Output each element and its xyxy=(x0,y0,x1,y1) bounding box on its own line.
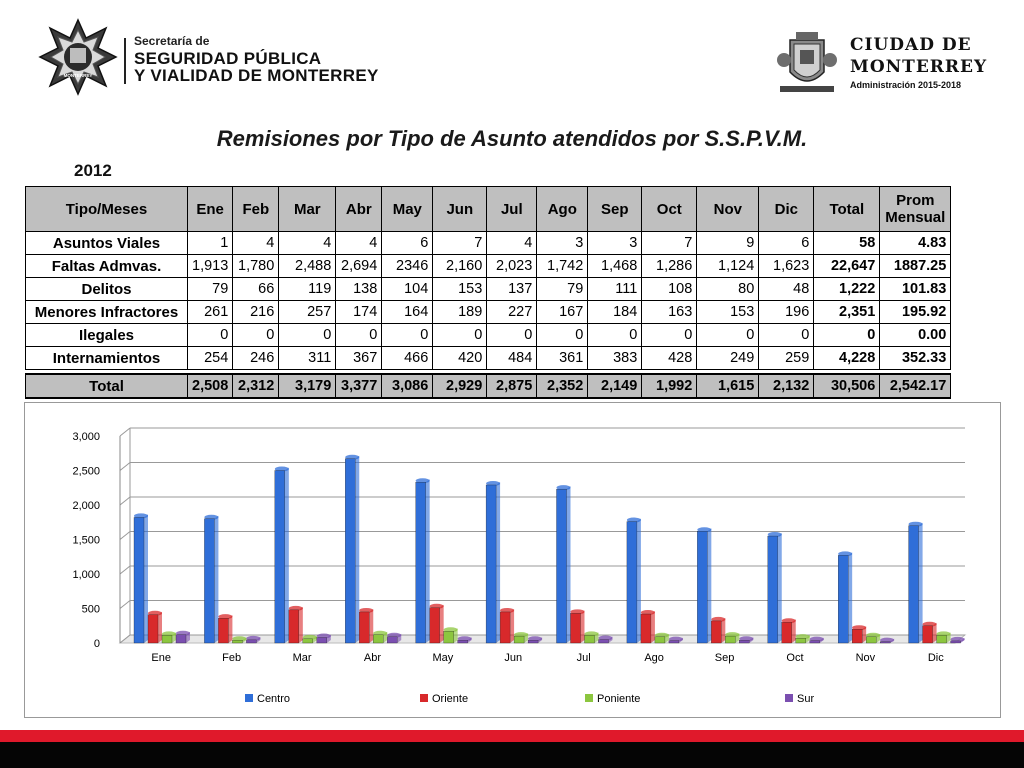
bar-side xyxy=(158,612,162,643)
table-total-cell: 2,351 xyxy=(814,301,880,324)
table-cell: 0 xyxy=(336,324,382,347)
x-tick-label: Jun xyxy=(504,652,523,664)
table-row xyxy=(26,232,951,255)
table-cell: 1,913 xyxy=(188,255,233,278)
table-cell: 261 xyxy=(188,301,233,324)
table-cell: 167 xyxy=(537,301,588,324)
bar-oriente xyxy=(571,613,581,643)
row-label: Delitos xyxy=(26,278,188,301)
table-cell: 0 xyxy=(382,324,433,347)
x-tick-label: Ene xyxy=(151,652,171,664)
y-tick-label: 1,500 xyxy=(72,534,100,547)
bar-side xyxy=(510,609,514,643)
table-cell: 420 xyxy=(433,347,487,370)
table-cell: 311 xyxy=(279,347,336,370)
y-tick-label: 500 xyxy=(81,603,100,616)
bar-sur xyxy=(528,640,538,643)
bar-oriente xyxy=(430,608,440,643)
gridline-diagonal xyxy=(120,463,130,471)
secretaria-small: Secretaría de xyxy=(134,34,210,48)
bar-side xyxy=(285,468,289,644)
table-cell: 48 xyxy=(759,278,814,301)
bar-centro xyxy=(768,536,778,643)
x-tick-label: Sep xyxy=(714,652,735,664)
table-cell: 484 xyxy=(487,347,537,370)
table-total-cell: 30,506 xyxy=(814,374,880,398)
table-cell: 2,312 xyxy=(233,374,279,398)
table-cell: 2,488 xyxy=(279,255,336,278)
bar-side xyxy=(228,615,232,643)
row-label: Ilegales xyxy=(26,324,188,347)
bar-sur xyxy=(739,640,749,643)
table-cell: 2,160 xyxy=(433,255,487,278)
x-tick-label: May xyxy=(432,652,454,664)
header-cell: Feb xyxy=(233,187,279,232)
header-cell: Prom Mensual xyxy=(880,187,951,232)
table-cell: 163 xyxy=(642,301,697,324)
x-tick-label: Mar xyxy=(292,652,312,664)
header-cell: Mar xyxy=(279,187,336,232)
bar-oriente xyxy=(852,629,862,643)
table-cell: 189 xyxy=(433,301,487,324)
table-cell: 0 xyxy=(642,324,697,347)
gridline-diagonal xyxy=(120,601,130,609)
table-cell: 0 xyxy=(697,324,759,347)
secretaria-line2: Y VIALIDAD DE MONTERREY xyxy=(134,66,379,85)
bar-side xyxy=(426,479,430,643)
bar-oriente xyxy=(500,612,510,643)
bar-poniente xyxy=(514,636,524,643)
legend-label: Sur xyxy=(797,693,815,705)
bar-side xyxy=(567,486,571,643)
bar-sur xyxy=(317,637,327,643)
table-cell: 0 xyxy=(188,324,233,347)
header xyxy=(0,0,1024,110)
bar-poniente xyxy=(373,635,383,643)
bar-centro xyxy=(697,531,707,643)
header-cell: Dic xyxy=(759,187,814,232)
bar-side xyxy=(651,611,655,643)
row-label: Internamientos xyxy=(26,347,188,370)
header-cell: Jul xyxy=(487,187,537,232)
bar-poniente xyxy=(725,636,735,643)
table-total-cell: 1,222 xyxy=(814,278,880,301)
table-cell: 3,377 xyxy=(336,374,382,398)
table-cell: 361 xyxy=(537,347,588,370)
header-cell: Nov xyxy=(697,187,759,232)
bar-side xyxy=(355,456,359,643)
bar-oriente xyxy=(923,626,933,643)
bar-side xyxy=(581,610,585,643)
badge-text: MONTERREY xyxy=(63,73,93,78)
city-name-line2: MONTERREY xyxy=(850,57,988,77)
gridline-diagonal xyxy=(120,497,130,505)
table-cell: 2,508 xyxy=(188,374,233,398)
table-cell: 184 xyxy=(588,301,642,324)
table-prom-cell: 195.92 xyxy=(880,301,951,324)
table-row xyxy=(26,324,951,347)
table-cell: 3,179 xyxy=(279,374,336,398)
table-prom-cell: 352.33 xyxy=(880,347,951,370)
table-cell: 153 xyxy=(433,278,487,301)
table-cell: 3,086 xyxy=(382,374,433,398)
table-cell: 259 xyxy=(759,347,814,370)
table-cell: 2,023 xyxy=(487,255,537,278)
table-cell: 7 xyxy=(642,232,697,255)
table-cell: 4 xyxy=(279,232,336,255)
table-cell: 119 xyxy=(279,278,336,301)
x-tick-label: Ago xyxy=(644,652,664,664)
table-cell: 1,615 xyxy=(697,374,759,398)
table-cell: 3 xyxy=(537,232,588,255)
bar-centro xyxy=(838,555,848,643)
gridline-diagonal xyxy=(120,428,130,436)
table-cell: 1,286 xyxy=(642,255,697,278)
table-cell: 1,742 xyxy=(537,255,588,278)
bar-sur xyxy=(246,640,256,643)
secretaria-line1: SEGURIDAD PÚBLICA xyxy=(134,49,322,68)
table-cell: 108 xyxy=(642,278,697,301)
y-tick-label: 3,000 xyxy=(72,431,100,443)
year-label: 2012 xyxy=(74,161,112,180)
legend-swatch xyxy=(785,694,793,702)
table-prom-cell: 2,542.17 xyxy=(880,374,951,398)
x-tick-label: Feb xyxy=(222,652,242,664)
gridline-diagonal xyxy=(120,532,130,540)
row-label: Asuntos Viales xyxy=(26,232,188,255)
row-label: Menores Infractores xyxy=(26,301,188,324)
bar-sur xyxy=(951,641,961,643)
bar-sur xyxy=(880,642,890,643)
header-cell: Ago xyxy=(537,187,588,232)
bar-poniente xyxy=(303,639,313,643)
table-cell: 9 xyxy=(697,232,759,255)
header-divider xyxy=(124,38,126,84)
bar-oriente xyxy=(711,621,721,643)
table-cell: 466 xyxy=(382,347,433,370)
x-tick-label: Abr xyxy=(363,652,382,664)
table-cell: 254 xyxy=(188,347,233,370)
table-cell: 246 xyxy=(233,347,279,370)
table-cell: 1,780 xyxy=(233,255,279,278)
bar-side xyxy=(707,528,711,643)
table-cell: 153 xyxy=(697,301,759,324)
police-star-badge-icon xyxy=(38,18,118,96)
table-cell: 4 xyxy=(233,232,279,255)
bar-side xyxy=(496,482,500,643)
table-prom-cell: 0.00 xyxy=(880,324,951,347)
table-cell: 2,352 xyxy=(537,374,588,398)
table-cell: 1,992 xyxy=(642,374,697,398)
table-cell: 0 xyxy=(537,324,588,347)
bar-oriente xyxy=(782,622,792,643)
table-cell: 0 xyxy=(759,324,814,347)
table-cell: 80 xyxy=(697,278,759,301)
bar-sur xyxy=(176,635,186,643)
bar-poniente xyxy=(585,635,595,643)
table-cell: 249 xyxy=(697,347,759,370)
x-tick-label: Jul xyxy=(576,652,591,664)
table-cell: 1 xyxy=(188,232,233,255)
bar-oriente xyxy=(218,618,228,643)
table-cell: 196 xyxy=(759,301,814,324)
bar-centro xyxy=(275,471,285,644)
bar-side xyxy=(637,519,641,643)
legend-label: Centro xyxy=(257,693,291,705)
table-total-cell: 4,228 xyxy=(814,347,880,370)
y-tick-label: 2,500 xyxy=(72,465,100,478)
table-total-row xyxy=(26,374,951,398)
gridline-diagonal xyxy=(120,566,130,574)
x-tick-label: Nov xyxy=(855,652,876,664)
bar-poniente xyxy=(232,640,242,643)
table-cell: 3 xyxy=(588,232,642,255)
city-coat-of-arms-icon xyxy=(776,26,838,96)
table-cell: 1,623 xyxy=(759,255,814,278)
bar-chart xyxy=(25,403,1000,717)
header-cell: Jun xyxy=(433,187,487,232)
table-cell: 1,468 xyxy=(588,255,642,278)
table-cell: 428 xyxy=(642,347,697,370)
table-cell: 174 xyxy=(336,301,382,324)
bar-oriente xyxy=(148,615,158,643)
bar-poniente xyxy=(937,635,947,643)
table-cell: 137 xyxy=(487,278,537,301)
bar-centro xyxy=(557,489,567,643)
bar-poniente xyxy=(162,635,172,643)
bar-side xyxy=(144,514,148,643)
legend-swatch xyxy=(420,694,428,702)
table-cell: 216 xyxy=(233,301,279,324)
bar-sur xyxy=(599,640,609,643)
table-row xyxy=(26,301,951,324)
table-cell: 0 xyxy=(433,324,487,347)
bar-oriente xyxy=(289,610,299,643)
table-cell: 138 xyxy=(336,278,382,301)
table-row xyxy=(26,278,951,301)
legend-swatch xyxy=(585,694,593,702)
bar-side xyxy=(440,605,444,643)
bar-sur xyxy=(458,640,468,643)
row-label: Faltas Admvas. xyxy=(26,255,188,278)
bar-side xyxy=(299,607,303,643)
table-prom-cell: 101.83 xyxy=(880,278,951,301)
table-cell: 0 xyxy=(279,324,336,347)
bar-oriente xyxy=(641,614,651,643)
table-cell: 4 xyxy=(487,232,537,255)
table-cell: 0 xyxy=(233,324,279,347)
bar-centro xyxy=(486,485,496,643)
table-total-cell: 0 xyxy=(814,324,880,347)
table-cell: 2,694 xyxy=(336,255,382,278)
table-cell: 367 xyxy=(336,347,382,370)
table-cell: 2,875 xyxy=(487,374,537,398)
header-cell: Total xyxy=(814,187,880,232)
header-cell: Ene xyxy=(188,187,233,232)
table-cell: 227 xyxy=(487,301,537,324)
bar-centro xyxy=(345,459,355,643)
header-cell: Sep xyxy=(588,187,642,232)
bar-side xyxy=(214,516,218,643)
table-cell: 79 xyxy=(188,278,233,301)
bar-centro xyxy=(416,482,426,643)
table-total-cell: 22,647 xyxy=(814,255,880,278)
chart-frame xyxy=(24,402,1001,718)
bar-sur xyxy=(387,637,397,643)
table-cell: 257 xyxy=(279,301,336,324)
bar-poniente xyxy=(866,637,876,643)
header-cell: May xyxy=(382,187,433,232)
table-cell: 164 xyxy=(382,301,433,324)
bar-sur xyxy=(810,641,820,643)
table-cell: 1,124 xyxy=(697,255,759,278)
table-cell: 2346 xyxy=(382,255,433,278)
table-cell: 0 xyxy=(588,324,642,347)
bar-centro xyxy=(134,517,144,643)
bar-centro xyxy=(627,522,637,643)
table-cell: 0 xyxy=(487,324,537,347)
page-title: Remisiones por Tipo de Asunto atendidos por S.S.P.V.M. xyxy=(216,126,808,151)
bar-side xyxy=(778,533,782,643)
table-row xyxy=(26,347,951,370)
table-cell: 2,132 xyxy=(759,374,814,398)
table-cell: 6 xyxy=(759,232,814,255)
table-header-row xyxy=(26,187,951,232)
bar-poniente xyxy=(796,638,806,643)
footer-black-stripe xyxy=(0,742,1024,768)
bar-side xyxy=(369,609,373,643)
table-cell: 111 xyxy=(588,278,642,301)
table-cell: 104 xyxy=(382,278,433,301)
bar-side xyxy=(721,618,725,643)
bar-side xyxy=(848,552,852,643)
bar-centro xyxy=(204,519,214,643)
table-cell: 6 xyxy=(382,232,433,255)
header-cell: Oct xyxy=(642,187,697,232)
legend-label: Oriente xyxy=(432,693,469,705)
x-tick-label: Dic xyxy=(927,652,944,664)
bar-poniente xyxy=(655,637,665,643)
bar-side xyxy=(919,523,923,643)
table-total-cell: 58 xyxy=(814,232,880,255)
legend-swatch xyxy=(245,694,253,702)
y-tick-label: 2,000 xyxy=(72,500,100,512)
bar-sur xyxy=(669,641,679,643)
footer-red-stripe xyxy=(0,730,1024,742)
table-cell: 2,149 xyxy=(588,374,642,398)
table-cell: 2,929 xyxy=(433,374,487,398)
x-tick-label: Oct xyxy=(786,652,804,664)
table-cell: 383 xyxy=(588,347,642,370)
legend-label: Poniente xyxy=(597,693,641,705)
table-prom-cell: 1887.25 xyxy=(880,255,951,278)
data-table xyxy=(25,186,951,399)
table-cell: 7 xyxy=(433,232,487,255)
header-cell: Tipo/Meses xyxy=(26,187,188,232)
administracion: Administración 2015-2018 xyxy=(850,80,962,90)
bar-poniente xyxy=(444,631,454,643)
table-cell: 66 xyxy=(233,278,279,301)
bar-centro xyxy=(909,526,919,643)
table-cell: 79 xyxy=(537,278,588,301)
y-tick-label: 1,000 xyxy=(72,569,100,581)
y-tick-label: 0 xyxy=(93,638,100,650)
header-cell: Abr xyxy=(336,187,382,232)
table-cell: 4 xyxy=(336,232,382,255)
table-prom-cell: 4.83 xyxy=(880,232,951,255)
city-name-line1: CIUDAD DE xyxy=(850,35,972,55)
row-label: Total xyxy=(26,374,188,398)
table-row xyxy=(26,255,951,278)
bar-oriente xyxy=(359,612,369,643)
